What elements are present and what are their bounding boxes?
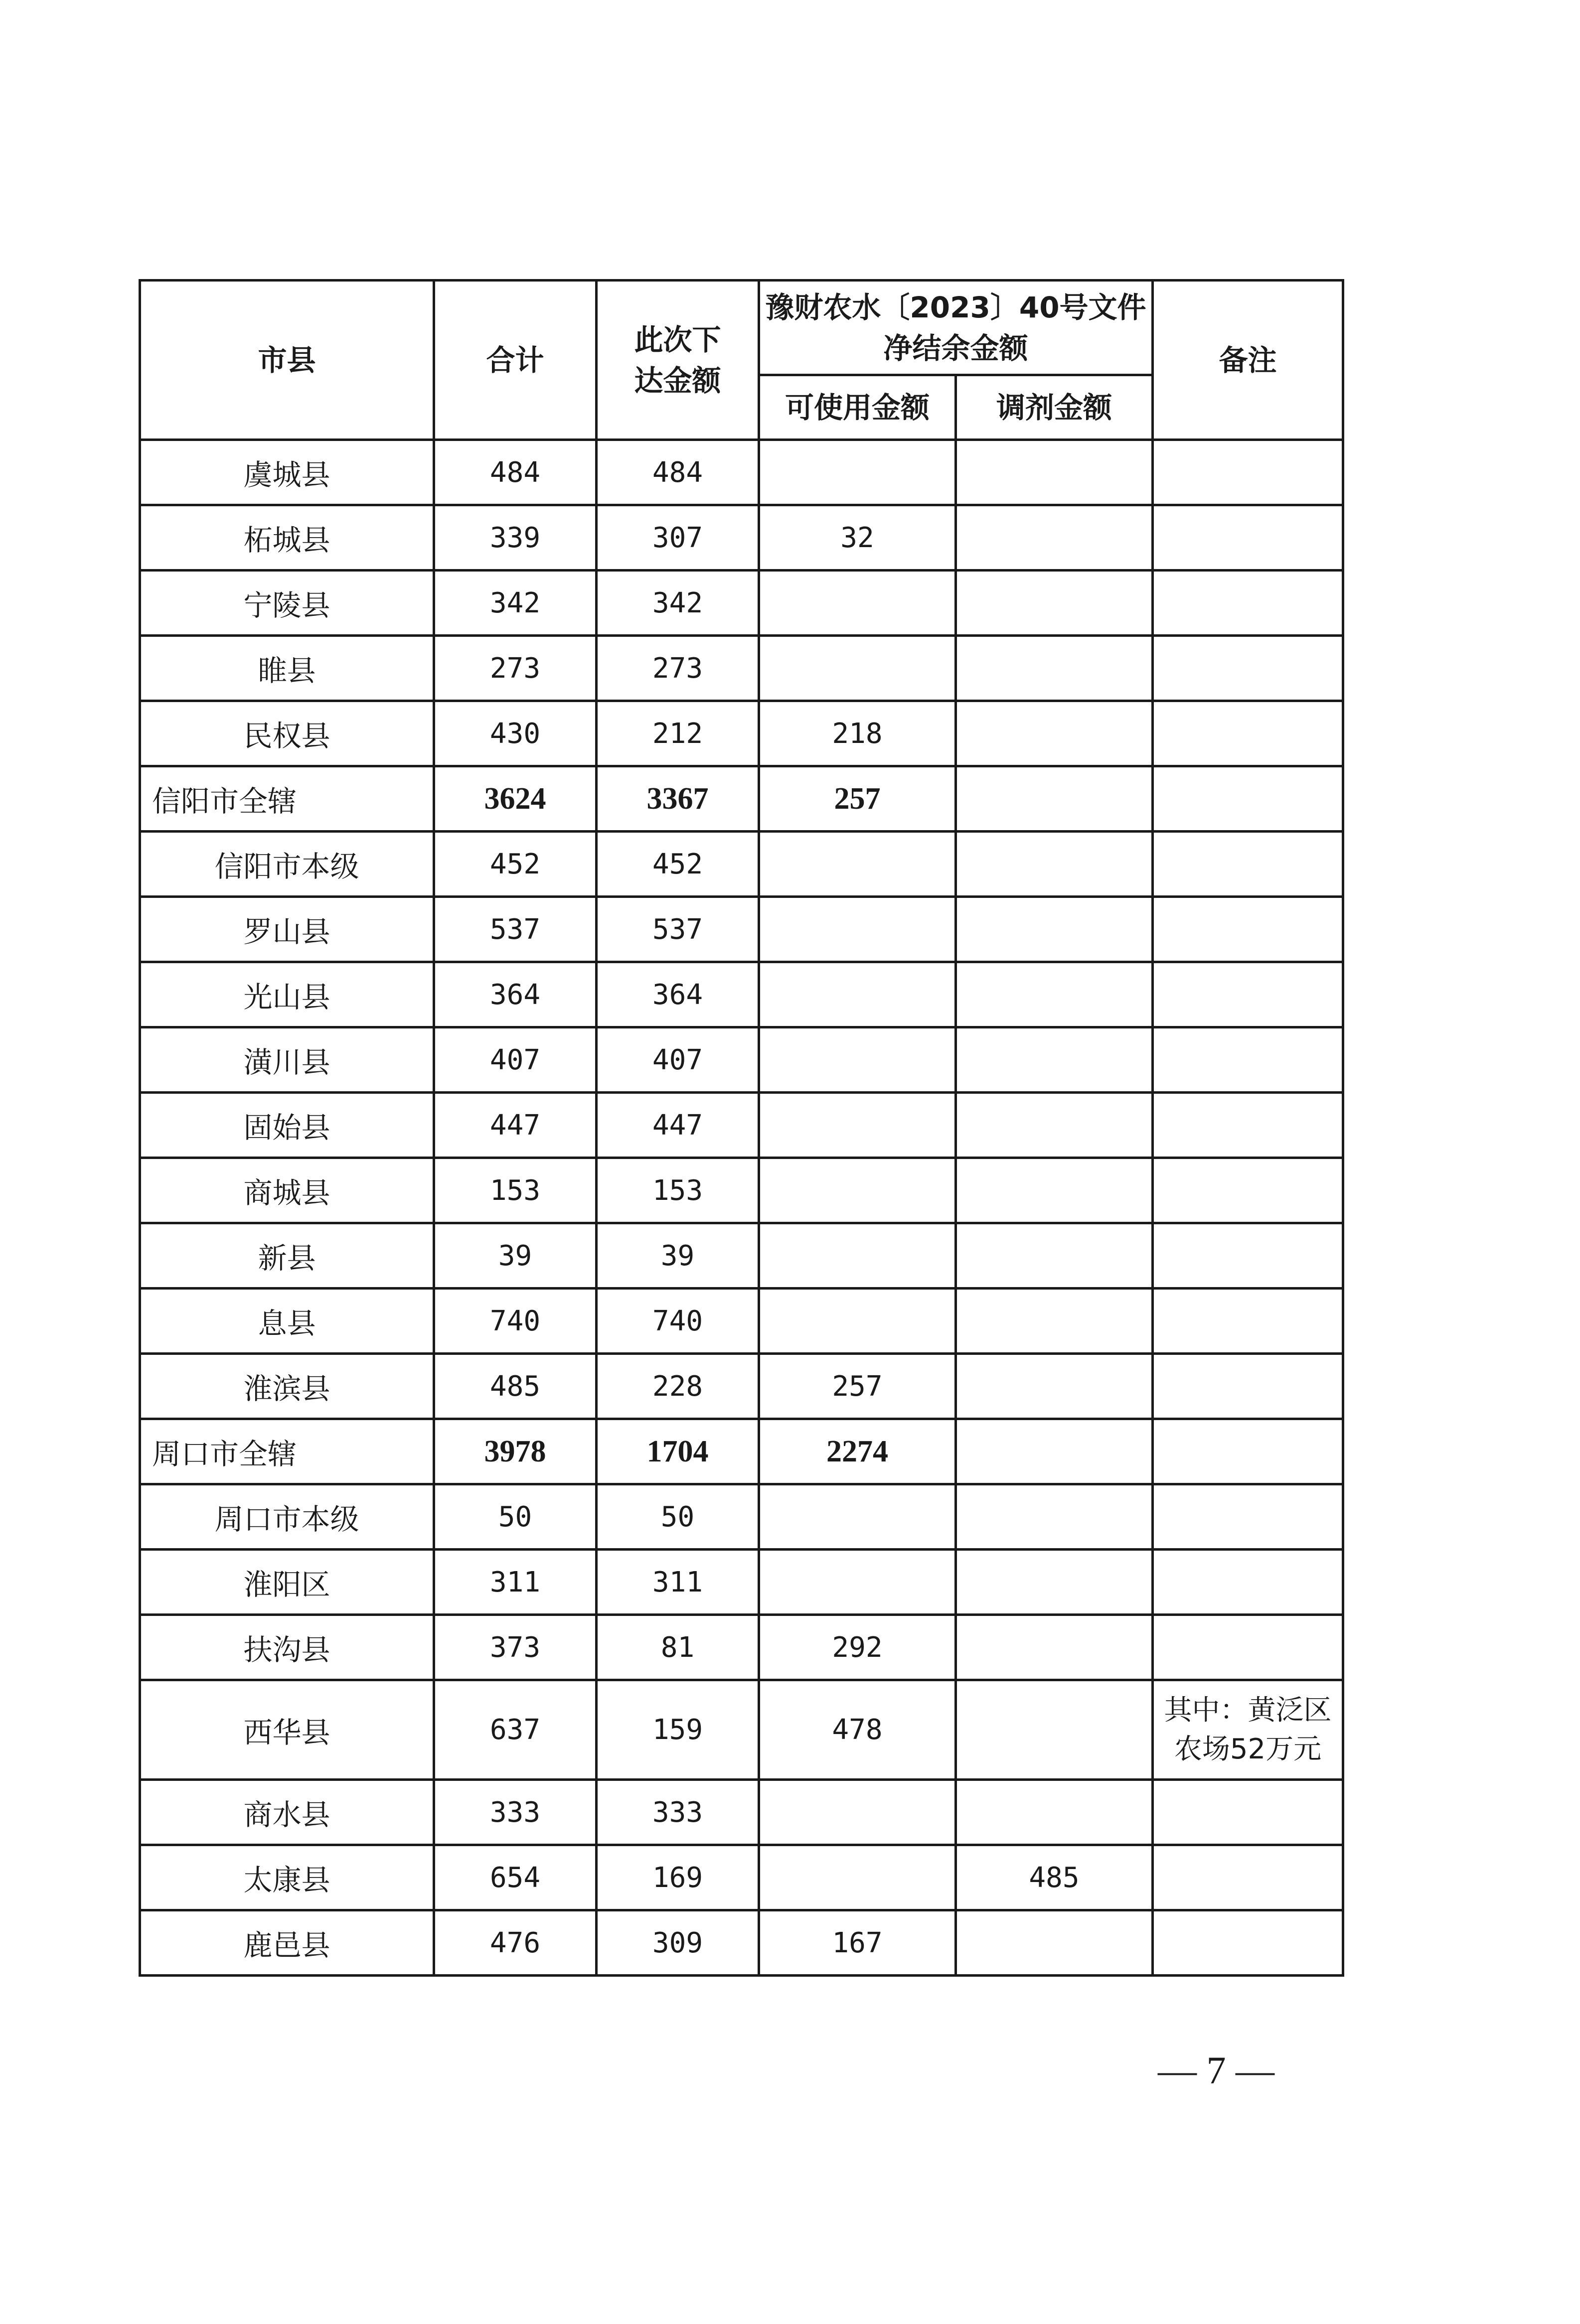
total-cell: 484 (434, 440, 597, 505)
total-cell: 447 (434, 1093, 597, 1158)
adjusted-cell (956, 1158, 1153, 1223)
usable-cell (759, 832, 956, 897)
region-cell: 固始县 (140, 1093, 434, 1158)
city-total-row (140, 766, 1343, 832)
region-cell: 光山县 (140, 962, 434, 1027)
issued-cell: 342 (597, 571, 759, 636)
usable-cell: 257 (759, 1354, 956, 1419)
issued-cell: 273 (597, 636, 759, 701)
region-cell: 太康县 (140, 1845, 434, 1910)
adjusted-cell: 485 (956, 1845, 1153, 1910)
header-adjusted: 调剂金额 (956, 375, 1153, 440)
issued-cell: 333 (597, 1780, 759, 1845)
issued-cell: 169 (597, 1845, 759, 1910)
allocation-table (139, 279, 1344, 1977)
adjusted-cell (956, 1910, 1153, 1976)
total-cell: 342 (434, 571, 597, 636)
usable-cell (759, 1845, 956, 1910)
usable-cell (759, 1158, 956, 1223)
adjusted-cell (956, 440, 1153, 505)
total-cell: 273 (434, 636, 597, 701)
table-row (140, 962, 1343, 1027)
issued-cell: 50 (597, 1484, 759, 1550)
table-row (140, 571, 1343, 636)
remarks-cell (1153, 571, 1343, 636)
region-cell: 新县 (140, 1223, 434, 1289)
total-cell: 3624 (434, 766, 597, 832)
usable-cell (759, 897, 956, 962)
issued-cell: 452 (597, 832, 759, 897)
issued-cell: 364 (597, 962, 759, 1027)
table-row (140, 832, 1343, 897)
table-row (140, 1158, 1343, 1223)
header-issued (597, 281, 759, 440)
usable-cell (759, 1484, 956, 1550)
region-cell: 民权县 (140, 701, 434, 766)
adjusted-cell (956, 636, 1153, 701)
table-row (140, 1093, 1343, 1158)
issued-cell: 309 (597, 1910, 759, 1976)
remarks-cell (1153, 832, 1343, 897)
table-row (140, 1680, 1343, 1780)
adjusted-cell (956, 832, 1153, 897)
remarks-cell (1153, 1419, 1343, 1484)
table-row (140, 1780, 1343, 1845)
issued-cell: 740 (597, 1289, 759, 1354)
total-cell: 637 (434, 1680, 597, 1780)
adjusted-cell (956, 1419, 1153, 1484)
usable-cell (759, 1093, 956, 1158)
issued-cell: 228 (597, 1354, 759, 1419)
adjusted-cell (956, 1027, 1153, 1093)
remarks-cell (1153, 1223, 1343, 1289)
table-row (140, 1354, 1343, 1419)
usable-cell (759, 1289, 956, 1354)
remarks-cell (1153, 1354, 1343, 1419)
total-cell: 740 (434, 1289, 597, 1354)
remarks-cell: 其中：黄泛区农场52万元 (1153, 1680, 1343, 1780)
remarks-cell (1153, 766, 1343, 832)
issued-cell: 537 (597, 897, 759, 962)
adjusted-cell (956, 1780, 1153, 1845)
region-cell: 扶沟县 (140, 1615, 434, 1680)
issued-cell: 3367 (597, 766, 759, 832)
table-row (140, 1615, 1343, 1680)
header-usable: 可使用金额 (759, 375, 956, 440)
adjusted-cell (956, 1289, 1153, 1354)
remarks-cell (1153, 440, 1343, 505)
adjusted-cell (956, 1484, 1153, 1550)
region-cell: 商水县 (140, 1780, 434, 1845)
header-balance-label: 豫财农水〔2023〕40号文件净结余金额 (765, 290, 1146, 365)
adjusted-cell (956, 1680, 1153, 1780)
usable-cell (759, 962, 956, 1027)
table-row (140, 505, 1343, 571)
table-row (140, 636, 1343, 701)
table-body (140, 440, 1343, 1976)
adjusted-cell (956, 1354, 1153, 1419)
table-row (140, 701, 1343, 766)
header-region: 市县 (140, 281, 434, 440)
remarks-cell (1153, 701, 1343, 766)
remarks-cell (1153, 505, 1343, 571)
adjusted-cell (956, 766, 1153, 832)
region-cell: 罗山县 (140, 897, 434, 962)
usable-cell: 257 (759, 766, 956, 832)
usable-cell (759, 1780, 956, 1845)
total-cell: 153 (434, 1158, 597, 1223)
total-cell: 373 (434, 1615, 597, 1680)
issued-cell: 153 (597, 1158, 759, 1223)
remarks-cell (1153, 1780, 1343, 1845)
table-row (140, 1027, 1343, 1093)
total-cell: 537 (434, 897, 597, 962)
table-row (140, 1289, 1343, 1354)
total-cell: 430 (434, 701, 597, 766)
header-balance-group (759, 281, 1153, 375)
page-number: — 7 — (1158, 2048, 1274, 2092)
issued-cell: 311 (597, 1550, 759, 1615)
total-cell: 452 (434, 832, 597, 897)
issued-cell: 447 (597, 1093, 759, 1158)
region-cell: 西华县 (140, 1680, 434, 1780)
remarks-cell (1153, 1615, 1343, 1680)
adjusted-cell (956, 505, 1153, 571)
remarks-cell (1153, 636, 1343, 701)
usable-cell: 218 (759, 701, 956, 766)
issued-cell: 212 (597, 701, 759, 766)
total-cell: 407 (434, 1027, 597, 1093)
region-cell: 虞城县 (140, 440, 434, 505)
usable-cell (759, 440, 956, 505)
table-row (140, 440, 1343, 505)
region-cell: 息县 (140, 1289, 434, 1354)
table-row (140, 897, 1343, 962)
total-cell: 654 (434, 1845, 597, 1910)
issued-cell: 81 (597, 1615, 759, 1680)
total-cell: 476 (434, 1910, 597, 1976)
remarks-cell (1153, 962, 1343, 1027)
total-cell: 3978 (434, 1419, 597, 1484)
issued-cell: 307 (597, 505, 759, 571)
total-cell: 364 (434, 962, 597, 1027)
remarks-cell (1153, 1093, 1343, 1158)
region-cell: 宁陵县 (140, 571, 434, 636)
region-cell: 淮阳区 (140, 1550, 434, 1615)
region-cell: 淮滨县 (140, 1354, 434, 1419)
usable-cell (759, 571, 956, 636)
usable-cell: 292 (759, 1615, 956, 1680)
issued-cell: 1704 (597, 1419, 759, 1484)
issued-cell: 39 (597, 1223, 759, 1289)
region-cell: 睢县 (140, 636, 434, 701)
adjusted-cell (956, 1615, 1153, 1680)
issued-cell: 159 (597, 1680, 759, 1780)
adjusted-cell (956, 1550, 1153, 1615)
usable-cell: 167 (759, 1910, 956, 1976)
usable-cell (759, 1223, 956, 1289)
region-cell: 柘城县 (140, 505, 434, 571)
region-cell: 商城县 (140, 1158, 434, 1223)
table-row (140, 1845, 1343, 1910)
adjusted-cell (956, 571, 1153, 636)
usable-cell: 2274 (759, 1419, 956, 1484)
usable-cell (759, 1550, 956, 1615)
usable-cell: 32 (759, 505, 956, 571)
table-row (140, 1223, 1343, 1289)
table-header (140, 281, 1343, 440)
header-issued-label: 此次下达金额 (634, 322, 721, 398)
remarks-cell (1153, 1845, 1343, 1910)
adjusted-cell (956, 962, 1153, 1027)
region-cell: 周口市全辖 (140, 1419, 434, 1484)
remarks-cell (1153, 1289, 1343, 1354)
region-cell: 信阳市本级 (140, 832, 434, 897)
remarks-cell (1153, 1550, 1343, 1615)
header-remarks: 备注 (1153, 281, 1343, 440)
table-row (140, 1550, 1343, 1615)
region-cell: 信阳市全辖 (140, 766, 434, 832)
usable-cell (759, 1027, 956, 1093)
adjusted-cell (956, 897, 1153, 962)
remarks-cell (1153, 1027, 1343, 1093)
remarks-cell (1153, 897, 1343, 962)
remarks-cell (1153, 1910, 1343, 1976)
usable-cell: 478 (759, 1680, 956, 1780)
issued-cell: 407 (597, 1027, 759, 1093)
total-cell: 311 (434, 1550, 597, 1615)
adjusted-cell (956, 701, 1153, 766)
total-cell: 39 (434, 1223, 597, 1289)
region-cell: 周口市本级 (140, 1484, 434, 1550)
remarks-cell (1153, 1158, 1343, 1223)
usable-cell (759, 636, 956, 701)
total-cell: 333 (434, 1780, 597, 1845)
adjusted-cell (956, 1223, 1153, 1289)
header-total: 合计 (434, 281, 597, 440)
city-total-row (140, 1419, 1343, 1484)
table-row (140, 1910, 1343, 1976)
adjusted-cell (956, 1093, 1153, 1158)
total-cell: 339 (434, 505, 597, 571)
region-cell: 潢川县 (140, 1027, 434, 1093)
remarks-cell (1153, 1484, 1343, 1550)
total-cell: 50 (434, 1484, 597, 1550)
issued-cell: 484 (597, 440, 759, 505)
region-cell: 鹿邑县 (140, 1910, 434, 1976)
table-row (140, 1484, 1343, 1550)
total-cell: 485 (434, 1354, 597, 1419)
